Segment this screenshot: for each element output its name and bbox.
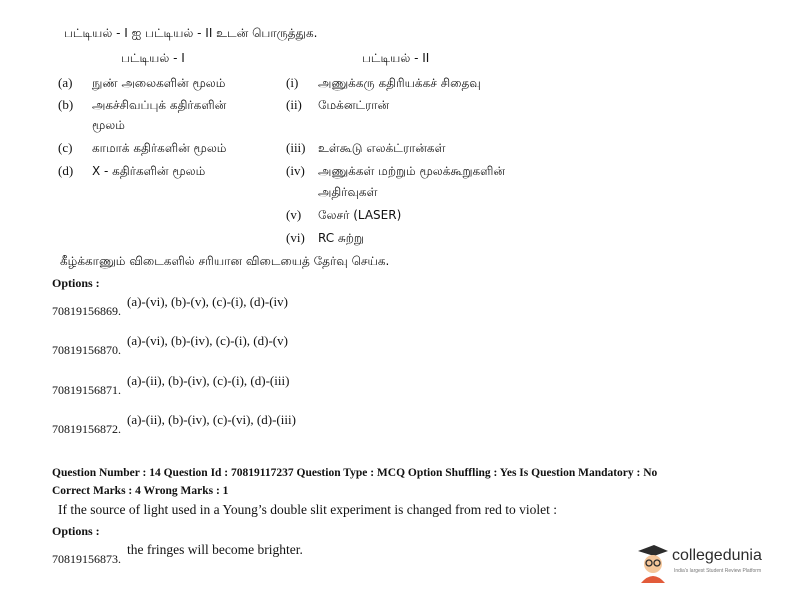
- list2-item: மேக்னட்ரான்: [318, 98, 390, 112]
- option-id: 70819156872.: [52, 422, 121, 436]
- list1-header: பட்டியல் - I: [121, 51, 185, 65]
- list1-key: (c): [58, 140, 73, 155]
- options-label: Options :: [52, 524, 100, 538]
- option-id: 70819156873.: [52, 552, 121, 566]
- list1-item: அகச்சிவப்புக் கதிர்களின்: [92, 98, 227, 112]
- option-text[interactable]: the fringes will become brighter.: [127, 542, 303, 557]
- list2-item: அணுக்கள் மற்றும் மூலக்கூறுகளின்: [318, 164, 506, 178]
- logo-name: collegedunia: [672, 547, 762, 564]
- option-text[interactable]: (a)-(vi), (b)-(v), (c)-(i), (d)-(iv): [127, 294, 288, 309]
- choose-answer-instruction: கீழ்க்காணும் விடைகளில் சரியான விடையைத் தேர்வு செய்க.: [60, 254, 390, 268]
- list2-item: RC சுற்று: [318, 231, 364, 245]
- logo-tagline: India's largest Student Review Platform: [674, 568, 762, 574]
- list1-key: (a): [58, 75, 73, 90]
- list1-item: X - கதிர்களின் மூலம்: [92, 164, 206, 178]
- list1-item: காமாக் கதிர்களின் மூலம்: [92, 141, 227, 155]
- option-text[interactable]: (a)-(ii), (b)-(iv), (c)-(i), (d)-(iii): [127, 373, 290, 388]
- question-text: If the source of light used in a Young’s double slit experiment is changed from red to violet :: [58, 502, 558, 517]
- list2-key: (vi): [286, 230, 305, 245]
- mascot-icon: [634, 543, 670, 583]
- list2-item: அணுக்கரு கதிரியக்கச் சிதைவு: [318, 76, 481, 90]
- list1-item: நுண் அலைகளின் மூலம்: [92, 76, 226, 90]
- list1-key: (d): [58, 163, 74, 178]
- list2-item: லேசர் (LASER): [318, 208, 402, 222]
- question-meta: Question Number : 14 Question Id : 70819117237 Question Type : MCQ Option Shuffling : Yes Is Question Mandatory : No: [52, 467, 658, 479]
- option-text[interactable]: (a)-(ii), (b)-(iv), (c)-(vi), (d)-(iii): [127, 412, 296, 427]
- option-id: 70819156869.: [52, 304, 121, 318]
- list2-item-cont: அதிர்வுகள்: [318, 185, 378, 199]
- list2-header: பட்டியல் - II: [362, 51, 430, 65]
- list1-key: (b): [58, 97, 74, 112]
- list2-key: (i): [286, 75, 299, 90]
- list2-key: (iv): [286, 163, 305, 178]
- list1-item-cont: மூலம்: [92, 118, 125, 132]
- list2-key: (iii): [286, 140, 306, 155]
- options-label: Options :: [52, 276, 100, 290]
- list2-key: (v): [286, 207, 302, 222]
- list2-item: உள்கூடு எலக்ட்ரான்கள்: [318, 141, 446, 155]
- question-marks: Correct Marks : 4 Wrong Marks : 1: [52, 485, 229, 497]
- list2-key: (ii): [286, 97, 302, 112]
- match-instruction: பட்டியல் - I ஐ பட்டியல் - II உடன் பொருத்துக.: [64, 26, 318, 40]
- option-id: 70819156871.: [52, 383, 121, 397]
- option-id: 70819156870.: [52, 343, 121, 357]
- option-text[interactable]: (a)-(vi), (b)-(iv), (c)-(i), (d)-(v): [127, 333, 288, 348]
- collegedunia-logo: [634, 543, 764, 583]
